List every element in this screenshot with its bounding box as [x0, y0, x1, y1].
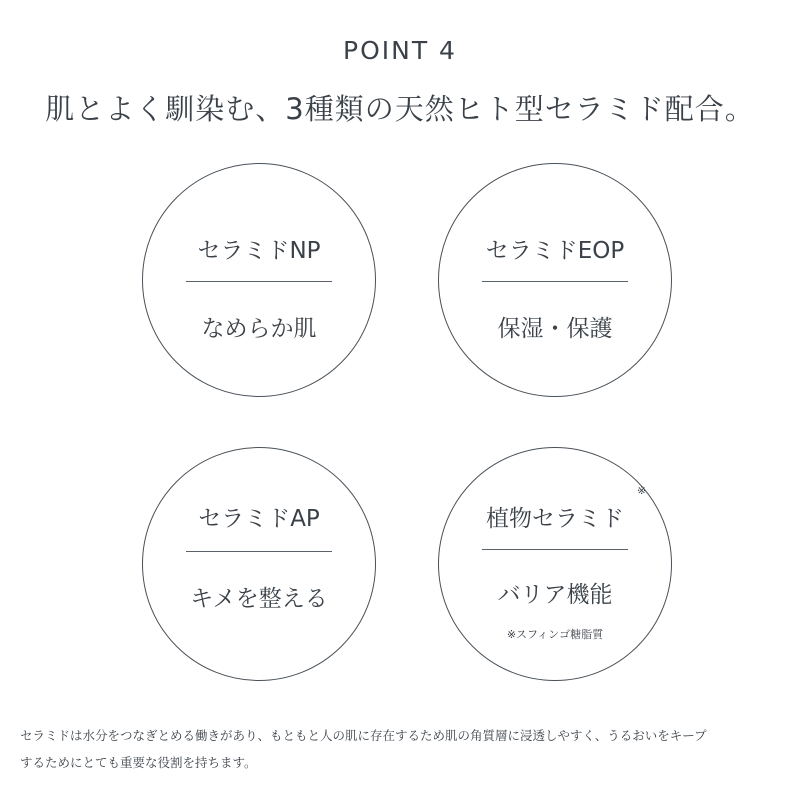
- circle-name: セラミドNP: [197, 238, 321, 264]
- circle-benefit: バリア機能: [497, 582, 613, 608]
- circle-benefit: 保湿・保護: [497, 316, 613, 342]
- circle-benefit: キメを整える: [190, 586, 328, 612]
- circle-benefit: なめらか肌: [201, 316, 317, 342]
- circle-name: セラミドAP: [198, 506, 320, 532]
- circle-name: 植物セラミド: [486, 506, 624, 532]
- circle-name: セラミドEOP: [485, 238, 625, 264]
- ceramide-np-circle: [142, 163, 376, 397]
- footnote-line-1: セラミドは水分をつなぎとめる働きがあり、もともと人の肌に存在するため肌の角質層に浸透しやすく、うるおいをキープ: [20, 728, 707, 743]
- ceramide-eop-circle: [438, 163, 672, 397]
- circle-note: ※スフィンゴ糖脂質: [506, 628, 604, 641]
- point-label: POINT 4: [343, 36, 457, 65]
- circle-divider: [482, 281, 628, 282]
- plant-ceramide-circle: [438, 447, 672, 681]
- headline: 肌とよく馴染む、3種類の天然ヒト型セラミド配合。: [45, 92, 755, 126]
- circle-divider: [186, 281, 332, 282]
- asterisk-mark: ※: [637, 484, 647, 497]
- footnote: [20, 722, 780, 776]
- circle-divider: [482, 549, 628, 550]
- footnote-line-2: するためにとても重要な役割を持ちます。: [20, 755, 257, 770]
- circle-divider: [186, 551, 332, 552]
- ceramide-ap-circle: [142, 447, 376, 681]
